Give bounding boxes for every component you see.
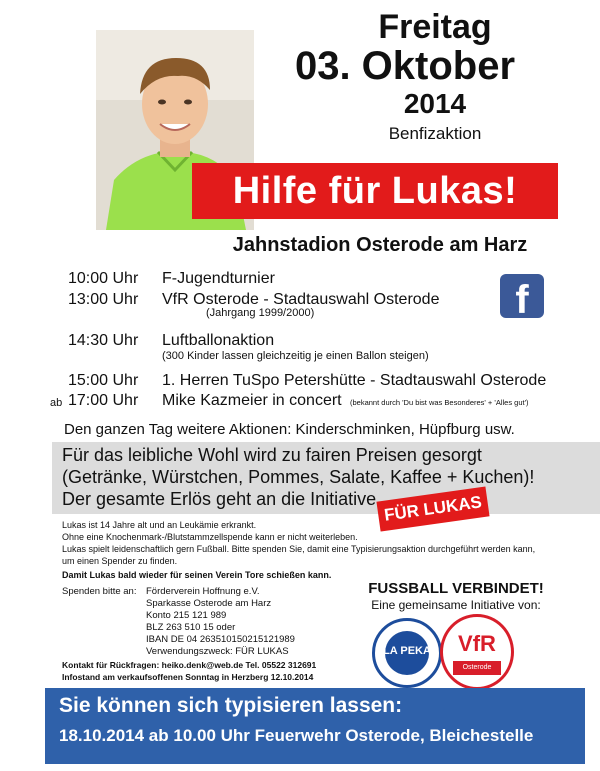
schedule-time: 15:00 Uhr [68, 372, 139, 389]
info-line: Ohne eine Knochenmark-/Blutstammzellspende kann er nicht weiterleben. [62, 532, 358, 542]
event-date: 03. Oktober [294, 44, 516, 88]
contact-line: Kontakt für Rückfragen: heiko.denk@web.de Tel. 05522 312691 [62, 660, 317, 670]
help-banner: Hilfe für Lukas! [192, 163, 558, 219]
donation-line: Verwendungszweck: FÜR LUKAS [146, 646, 289, 657]
donation-line: BLZ 263 510 15 oder [146, 622, 236, 633]
donation-line: Konto 215 121 989 [146, 610, 227, 621]
donation-label: Spenden bitte an: [62, 586, 137, 597]
schedule-time: 17:00 Uhr [68, 392, 139, 409]
footer-details: 18.10.2014 ab 10.00 Uhr Feuerwehr Osterode, Bleichestelle [59, 726, 534, 745]
schedule-prefix: ab [50, 397, 63, 409]
schedule-event: F-Jugendturnier [162, 270, 275, 287]
lapeka-logo [372, 618, 442, 688]
typisierung-footer [45, 688, 585, 764]
schedule-time: 13:00 Uhr [68, 291, 139, 308]
info-line: um einen Spender zu finden. [62, 556, 178, 566]
food-line: Der gesamte Erlös geht an die Initiative [62, 489, 377, 509]
fussball-subtitle: Eine gemeinsame Initiative von: [371, 598, 541, 612]
fussball-title: FUSSBALL VERBINDET! [368, 580, 544, 597]
schedule-note: (bekannt durch 'Du bist was Besonderes' + 'Alles gut') [350, 398, 529, 407]
schedule-event: VfR Osterode - Stadtauswahl Osterode [162, 291, 440, 308]
donation-line: Förderverein Hoffnung e.V. [146, 586, 260, 597]
schedule-time: 10:00 Uhr [68, 270, 139, 287]
all-day-activities: Den ganzen Tag weitere Aktionen: Kinderschminken, Hüpfburg usw. [64, 421, 515, 438]
event-subtitle: Benfizaktion [388, 124, 482, 143]
schedule-time: 14:30 Uhr [68, 332, 139, 349]
schedule-event: 1. Herren TuSpo Petershütte - Stadtauswahl Osterode [162, 372, 547, 389]
schedule-note: (300 Kinder lassen gleichzeitig je einen Ballon steigen) [162, 350, 429, 362]
footer-headline: Sie können sich typisieren lassen: [59, 694, 403, 717]
food-line: (Getränke, Würstchen, Pommes, Salate, Kaffee + Kuchen)! [62, 467, 535, 487]
donation-line: Sparkasse Osterode am Harz [146, 598, 272, 609]
food-line: Für das leibliche Wohl wird zu fairen Preisen gesorgt [62, 445, 482, 465]
schedule-event: Luftballonaktion [162, 332, 275, 349]
donation-line: IBAN DE 04 263510150215121989 [146, 634, 295, 645]
event-year: 2014 [403, 88, 467, 119]
lapeka-logo-text: LA PEKA [383, 645, 431, 657]
schedule-note: (Jahrgang 1999/2000) [206, 307, 315, 319]
vfr-osterode-logo [440, 614, 514, 690]
fuer-lukas-stamp: FÜR LUKAS [376, 486, 489, 531]
vfr-logo-caption: Osterode [453, 661, 501, 675]
facebook-icon[interactable]: f [500, 274, 544, 318]
venue-title: Jahnstadion Osterode am Harz [232, 234, 528, 256]
info-line: Lukas spielt leidenschaftlich gern Fußball. Bitte spenden Sie, damit eine Typisierungsaktion durchgeführt werden kann, [62, 544, 536, 554]
info-bold-line: Damit Lukas bald wieder für seinen Verein Tore schießen kann. [62, 570, 332, 580]
schedule-event: Mike Kazmeier in concert [162, 392, 342, 409]
vfr-logo-text: VfR [458, 631, 496, 656]
contact-line: Infostand am verkaufsoffenen Sonntag in Herzberg 12.10.2014 [62, 672, 314, 682]
event-day: Freitag [378, 8, 492, 46]
info-line: Lukas ist 14 Jahre alt und an Leukämie erkrankt. [62, 520, 257, 530]
